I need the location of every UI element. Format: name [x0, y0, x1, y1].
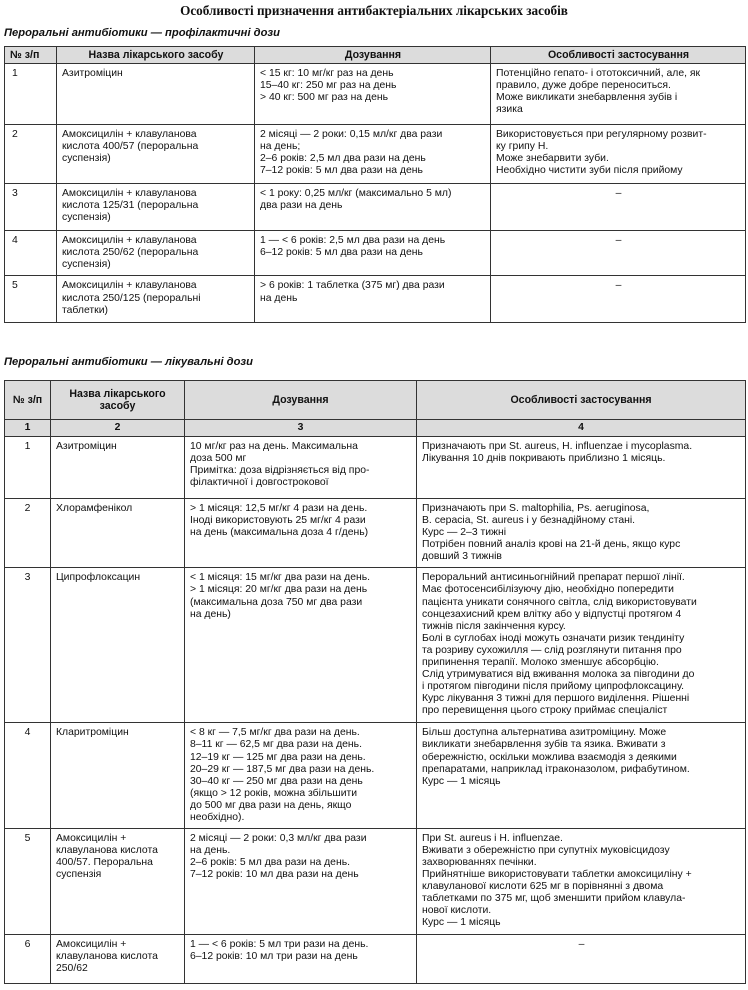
row-number: 2 — [5, 125, 57, 184]
dosage-line: 2 місяці — 2 роки: 0,3 мл/кг два рази — [190, 832, 367, 844]
prophylactic-table — [4, 46, 746, 323]
usage-notes-line: Курс — 1 місяць — [422, 775, 501, 787]
header-dosage: Дозування — [185, 381, 417, 420]
header-notes: Особливості застосування — [491, 47, 746, 64]
page-title: Особливості призначення антибактеріальних лікарських засобів — [180, 3, 568, 18]
dosage-cell — [255, 276, 491, 323]
drug-name-cell — [57, 64, 255, 125]
column-number: 1 — [5, 420, 51, 437]
usage-notes-line: язика — [496, 104, 523, 116]
dosage-cell — [185, 934, 417, 983]
row-number: 5 — [5, 276, 57, 323]
usage-notes-line: Вживати з обережністю при супутніх муковісцидозу — [422, 844, 670, 856]
table-row — [5, 125, 746, 184]
usage-notes-line: – — [615, 188, 622, 200]
dosage-line: Іноді використовують 25 мг/кг 4 рази — [190, 515, 366, 527]
dosage-cell — [255, 184, 491, 231]
usage-notes-cell — [491, 64, 746, 125]
dosage-line: < 1 року: 0,25 мл/кг (максимально 5 мл) — [260, 188, 452, 200]
row-number: 3 — [5, 184, 57, 231]
usage-notes-line: Може знебарвити зуби. — [496, 153, 609, 165]
header-name: Назва лікарського засобу — [57, 47, 255, 64]
drug-name-line: Азитроміцин — [62, 68, 123, 80]
dosage-line: 1 — < 6 років: 2,5 мл два рази на день — [260, 235, 446, 247]
row-number: 5 — [5, 828, 51, 934]
usage-notes-line: Потрібен повний аналіз крові на 21-й день, якщо курс — [422, 539, 681, 551]
row-number: 4 — [5, 723, 51, 829]
header-name: Назва лікарського засобу — [51, 381, 185, 420]
drug-name-line: Азитроміцин — [56, 441, 117, 453]
drug-name-line: Хлорамфенікол — [56, 503, 133, 515]
dosage-cell — [185, 499, 417, 568]
dosage-line: 30–40 кг — 250 мг два рази на день — [190, 775, 363, 787]
usage-notes-line: довший 3 тижнів — [422, 551, 502, 563]
dosage-line: 6–12 років: 10 мл три рази на день — [190, 950, 358, 962]
section-title-prophylactic: Пероральні антибіотики — профілактичні дози — [4, 27, 280, 39]
usage-notes-line: Курс лікування 3 тижні для першого виділення. Рішенні — [422, 693, 690, 704]
usage-notes-cell — [417, 437, 746, 499]
usage-notes-line: Слід утримуватися від вживання молока за півгодини до — [422, 668, 695, 680]
usage-notes-line: пацієнта уникати сонячного світла, слід використовувати — [422, 596, 697, 608]
drug-name-line: кислота 250/62 (пероральна — [62, 247, 199, 259]
drug-name-line: Амоксицилін + клавуланова — [62, 280, 197, 292]
usage-notes-cell — [491, 184, 746, 231]
row-number: 3 — [5, 568, 51, 723]
drug-name-cell — [57, 231, 255, 276]
usage-notes-cell — [417, 568, 746, 723]
usage-notes-cell — [417, 723, 746, 829]
usage-notes-line: ку грипу Н. — [496, 141, 549, 153]
column-number: 3 — [185, 420, 417, 437]
dosage-line: < 15 кг: 10 мг/кг раз на день — [260, 68, 394, 80]
usage-notes-line: Потенційно гепато- і ототоксичний, але, як — [496, 68, 701, 80]
table-row — [5, 499, 746, 568]
row-number: 1 — [5, 437, 51, 499]
dosage-line: на день) — [190, 608, 231, 620]
drug-name-line: кислота 250/125 (пероральні — [62, 292, 201, 304]
table-row — [5, 64, 746, 125]
dosage-line: 12–19 кг — 125 мг два рази на день. — [190, 751, 366, 763]
table-row — [5, 184, 746, 231]
dosage-line: 8–11 кг — 62,5 мг два рази на день. — [190, 739, 362, 751]
table-row — [5, 828, 746, 934]
usage-notes-line: таблетками по 375 мг, щоб зменшити прийом клавула- — [422, 893, 686, 905]
dosage-cell — [185, 568, 417, 723]
usage-notes-line: Курс — 1 місяць — [422, 917, 501, 929]
drug-name-line: суспензія) — [62, 212, 111, 224]
dosage-line: 2 місяці — 2 роки: 0,15 мл/кг два рази — [260, 129, 443, 141]
drug-name-line: Амоксицилін + клавуланова — [62, 235, 197, 247]
usage-notes-line: обережністю, оскільки можлива взаємодія з деякими — [422, 751, 677, 763]
drug-name-line: Ципрофлоксацин — [56, 572, 141, 584]
usage-notes-line: правило, дуже добре переноситься. — [496, 80, 671, 92]
drug-name-line: Кларитроміцин — [56, 727, 129, 739]
usage-notes-line: B. cepacia, St. aureus і у безнадійному стані. — [422, 515, 636, 527]
dosage-cell — [185, 723, 417, 829]
dosage-line: 7–12 років: 10 мл два рази на день — [190, 869, 359, 881]
usage-notes-line: клавуланової кислоти 625 мг в порівнянні з двома — [422, 881, 664, 893]
usage-notes-line: захворюваннях печінки. — [422, 857, 537, 868]
dosage-line: 15–40 кг: 250 мг раз на день — [260, 80, 397, 92]
usage-notes-line: припинення терапії. Молоко зменшує абсорбцію. — [422, 656, 659, 668]
drug-name-line: таблетки) — [62, 304, 108, 316]
table-row — [5, 437, 746, 499]
dosage-line: два рази на день — [260, 200, 343, 212]
header-dosage: Дозування — [255, 47, 491, 64]
table-row — [5, 231, 746, 276]
drug-name-line: клавуланова кислота — [56, 844, 158, 856]
usage-notes-line: і протягом півгодини після прийому ципрофлоксацину. — [422, 680, 685, 692]
dosage-line: (якщо > 12 років, можна збільшити — [190, 787, 358, 799]
table-row — [5, 276, 746, 323]
usage-notes-line: сонцезахисний крем влітку або у відпустці протягом 4 — [422, 608, 682, 620]
dosage-line: > 1 місяця: 12,5 мг/кг 4 рази на день. — [190, 503, 368, 515]
dosage-line: на день. — [190, 844, 231, 856]
drug-name-line: Амоксицилін + — [56, 832, 127, 844]
dosage-line: 6–12 років: 5 мл два рази на день — [260, 247, 423, 259]
row-number: 2 — [5, 499, 51, 568]
header-number: № з/п — [5, 381, 51, 420]
row-number: 6 — [5, 934, 51, 983]
column-number-row — [5, 420, 746, 437]
drug-name-cell — [51, 437, 185, 499]
dosage-line: 2–6 років: 5 мл два рази на день. — [190, 857, 350, 868]
usage-notes-line: – — [578, 938, 585, 950]
dosage-line: 10 мг/кг раз на день. Максимальна — [190, 441, 358, 453]
usage-notes-line: Призначають при S. maltophilia, Ps. aeruginosa, — [422, 503, 650, 515]
table-row — [5, 723, 746, 829]
drug-name-line: Амоксицилін + — [56, 938, 127, 950]
drug-name-line: кислота 400/57 (пероральна — [62, 141, 199, 153]
drug-name-line: Амоксицилін + клавуланова — [62, 129, 197, 141]
treatment-table — [4, 380, 746, 984]
column-number: 2 — [51, 420, 185, 437]
dosage-line: < 1 місяця: 15 мг/кг два рази на день. — [190, 572, 371, 584]
usage-notes-line: Пероральний антисиньогнійний препарат першої лінії. — [422, 572, 685, 584]
usage-notes-cell — [491, 231, 746, 276]
dosage-line: 7–12 років: 5 мл два рази на день — [260, 165, 423, 177]
section-title-treatment: Пероральні антибіотики — лікувальні дози — [4, 356, 253, 368]
header-number: № з/п — [5, 47, 57, 64]
drug-name-line: 400/57. Пероральна — [56, 857, 153, 868]
dosage-line: на день (максимальна доза 4 г/день) — [190, 527, 369, 539]
usage-notes-cell — [491, 125, 746, 184]
dosage-line: (максимальна доза 750 мг два рази — [190, 596, 363, 608]
dosage-line: доза 500 мг — [190, 453, 247, 465]
usage-notes-line: викликати знебарвлення зубів та язика. Вживати з — [422, 739, 666, 751]
dosage-cell — [255, 125, 491, 184]
row-number: 4 — [5, 231, 57, 276]
usage-notes-line: Прийнятніше використовувати таблетки амоксициліну + — [422, 869, 692, 881]
usage-notes-line: препаратами, наприклад ітраконазолом, рифабутином. — [422, 763, 690, 775]
usage-notes-line: Може викликати знебарвлення зубів і — [496, 92, 678, 104]
dosage-cell — [185, 437, 417, 499]
drug-name-line: кислота 125/31 (пероральна — [62, 200, 199, 212]
usage-notes-line: При St. aureus і H. influenzae. — [422, 832, 563, 844]
usage-notes-line: Лікування 10 днів покривають приблизно 1 місяць. — [422, 453, 666, 465]
table-header-row — [5, 47, 746, 64]
usage-notes-line: Необхідно чистити зуби після прийому — [496, 165, 683, 177]
dosage-line: на день; — [260, 141, 301, 153]
dosage-line: > 1 місяця: 20 мг/кг два рази на день — [190, 584, 368, 596]
usage-notes-line: про перевищення цього строку приймає спеціаліст — [422, 705, 668, 717]
usage-notes-line: нової кислоти. — [422, 905, 492, 917]
usage-notes-line: Використовується при регулярному розвит- — [496, 129, 707, 141]
usage-notes-line: та розриву сухожилля — слід розглянути питання про — [422, 644, 682, 656]
drug-name-line: 250/62 — [56, 963, 88, 974]
usage-notes-line: Має фотосенсибілізуючу дію, необхідно попередити — [422, 584, 674, 596]
table-row — [5, 934, 746, 983]
table-row — [5, 568, 746, 723]
dosage-line: до 500 мг два рази на день, якщо — [190, 799, 352, 811]
dosage-line: необхідно). — [190, 811, 245, 823]
drug-name-line: суспензія — [56, 869, 102, 881]
usage-notes-line: Призначають при St. aureus, H. influenzae і mycoplasma. — [422, 441, 693, 453]
dosage-cell — [185, 828, 417, 934]
usage-notes-cell — [491, 276, 746, 323]
dosage-line: 2–6 років: 2,5 мл два рази на день — [260, 153, 426, 165]
drug-name-line: суспензія) — [62, 153, 111, 165]
drug-name-cell — [57, 276, 255, 323]
drug-name-cell — [57, 125, 255, 184]
usage-notes-line: – — [615, 235, 622, 247]
drug-name-line: клавуланова кислота — [56, 950, 158, 962]
dosage-line: Примітка: доза відрізняється від про- — [190, 465, 370, 477]
dosage-line: на день — [260, 292, 298, 304]
drug-name-cell — [57, 184, 255, 231]
usage-notes-line: тижнів після закінчення курсу. — [422, 620, 566, 632]
dosage-line: 20–29 кг — 187,5 мг два рази на день. — [190, 763, 375, 775]
dosage-line: філактичної і довгострокової — [190, 477, 329, 489]
usage-notes-cell — [417, 499, 746, 568]
column-number: 4 — [417, 420, 746, 437]
dosage-cell — [255, 231, 491, 276]
drug-name-cell — [51, 568, 185, 723]
usage-notes-line: Болі в суглобах іноді можуть означати ризик тендиніту — [422, 632, 685, 644]
dosage-line: < 8 кг — 7,5 мг/кг два рази на день. — [190, 727, 360, 739]
drug-name-cell — [51, 828, 185, 934]
drug-name-cell — [51, 934, 185, 983]
drug-name-line: Амоксицилін + клавуланова — [62, 188, 197, 200]
dosage-line: > 6 років: 1 таблетка (375 мг) два рази — [260, 280, 445, 292]
dosage-cell — [255, 64, 491, 125]
drug-name-line: суспензія) — [62, 259, 111, 271]
drug-name-cell — [51, 499, 185, 568]
table-header-row — [5, 381, 746, 420]
dosage-line: > 40 кг: 500 мг раз на день — [260, 92, 389, 104]
row-number: 1 — [5, 64, 57, 125]
usage-notes-line: Курс — 2–3 тижні — [422, 527, 507, 539]
usage-notes-cell — [417, 828, 746, 934]
drug-name-cell — [51, 723, 185, 829]
dosage-line: 1 — < 6 років: 5 мл три рази на день. — [190, 938, 369, 950]
header-notes: Особливості застосування — [417, 381, 746, 420]
usage-notes-cell — [417, 934, 746, 983]
usage-notes-line: – — [615, 280, 622, 292]
usage-notes-line: Більш доступна альтернатива азитроміцину. Може — [422, 727, 667, 739]
